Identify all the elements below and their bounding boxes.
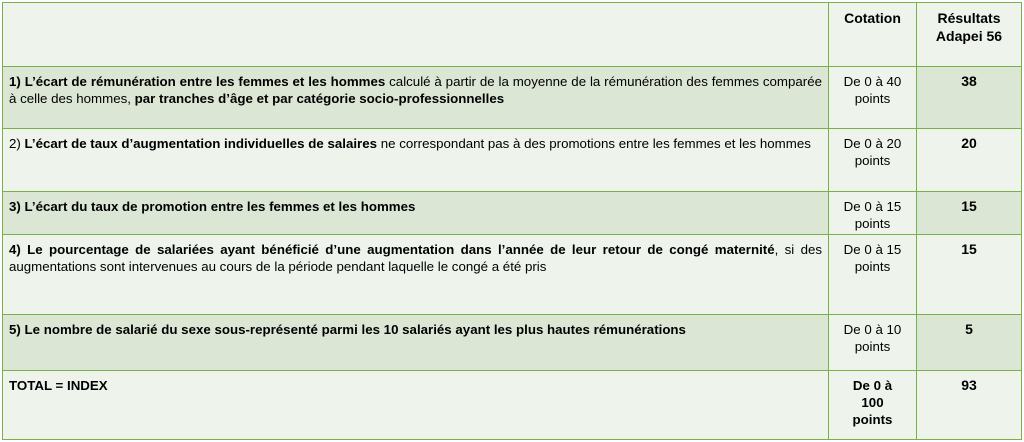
row-result: 15 [917, 235, 1022, 315]
table-row [3, 235, 1022, 315]
total-label: TOTAL = INDEX [3, 371, 829, 440]
total-cotation: De 0 à 100 points [829, 371, 917, 440]
row-description [3, 192, 829, 235]
row-cotation: De 0 à 20 points [829, 129, 917, 192]
row-result: 38 [917, 67, 1022, 129]
row-description [3, 235, 829, 315]
header-row [3, 3, 1022, 67]
row-description [3, 67, 829, 129]
row-result: 15 [917, 192, 1022, 235]
row-desc-part: 3) L’écart du taux de promotion entre les femmes et les hommes [9, 199, 416, 214]
row-cotation: De 0 à 15 points [829, 192, 917, 235]
row-result: 5 [917, 315, 1022, 371]
header-cotation: Cotation [829, 3, 917, 67]
total-row [3, 371, 1022, 440]
row-desc-part: 1) L’écart de rémunération entre les femmes et les hommes [9, 74, 386, 89]
row-desc-part: ne correspondant pas à des promotions entre les femmes et les hommes [377, 136, 811, 151]
row-desc-part: , si des augmentations sont intervenues au cours de la période pendant laquelle le congé a été pris [9, 242, 823, 274]
row-desc-part: L’écart de taux d’augmentation individuelles de salaires [24, 136, 378, 151]
row-desc-part: 4) Le pourcentage de salariées ayant bénéficié d’une augmentation dans l’année de leur retour de congé maternité [9, 242, 775, 257]
row-cotation: De 0 à 10 points [829, 315, 917, 371]
row-result: 20 [917, 129, 1022, 192]
total-result: 93 [917, 371, 1022, 440]
table-row [3, 192, 1022, 235]
row-desc-part: par tranches d’âge et par catégorie socio-professionnelles [134, 91, 505, 106]
row-cotation: De 0 à 40 points [829, 67, 917, 129]
row-desc-part: calculé à partir de la moyenne de la rémunération des femmes comparée à celle des hommes, [9, 74, 822, 106]
table-row [3, 129, 1022, 192]
row-desc-part: 5) Le nombre de salarié du sexe sous-représenté parmi les 10 salariés ayant les plus hautes rémunérations [9, 322, 686, 337]
row-desc-part: 2) [9, 136, 25, 151]
header-empty-cell [3, 3, 829, 67]
index-table [2, 2, 1022, 440]
row-description [3, 129, 829, 192]
row-cotation: De 0 à 15 points [829, 235, 917, 315]
table-row [3, 67, 1022, 129]
header-resultats: Résultats Adapei 56 [917, 3, 1022, 67]
row-description [3, 315, 829, 371]
table-row [3, 315, 1022, 371]
